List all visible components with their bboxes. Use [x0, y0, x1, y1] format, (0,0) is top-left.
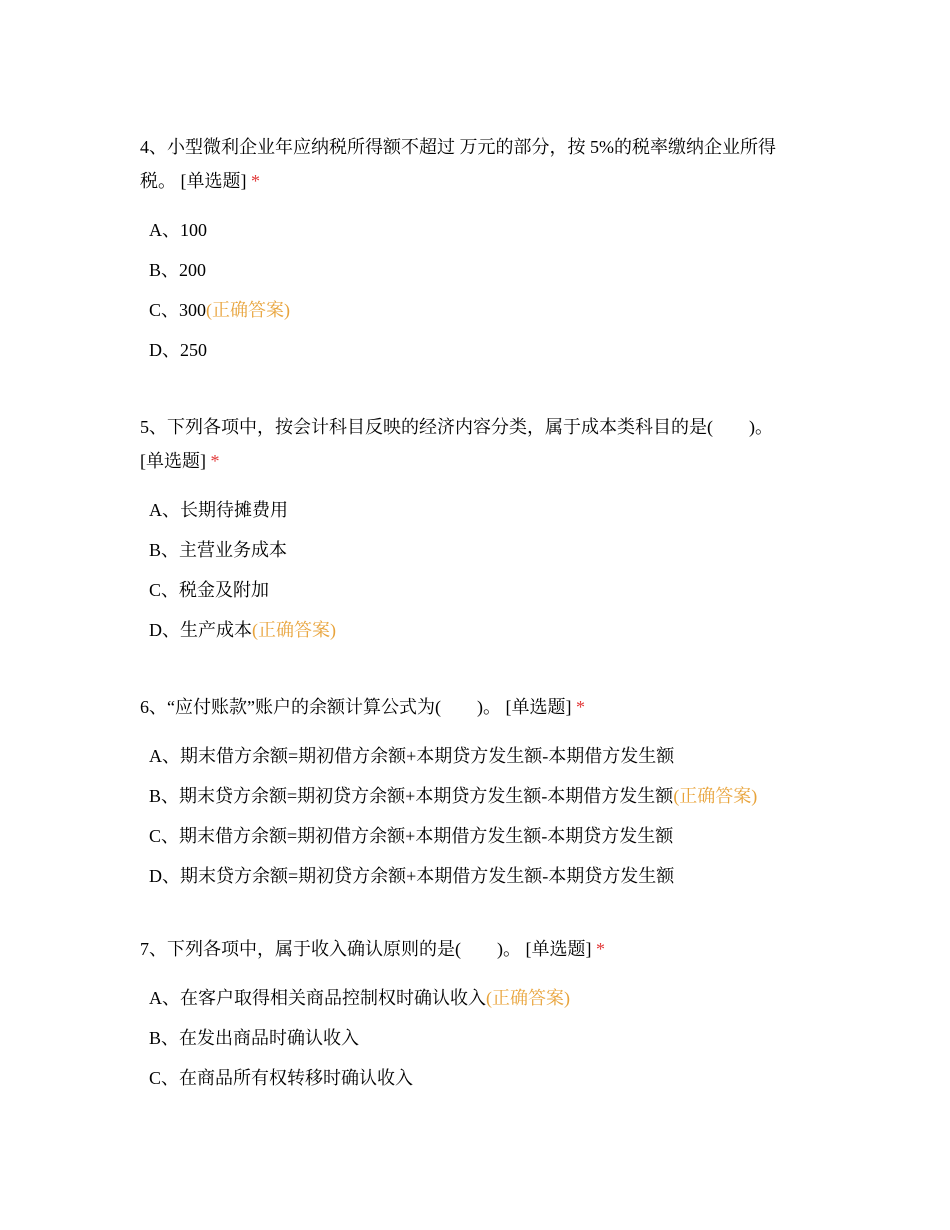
question-number: 6、: [140, 697, 167, 717]
option-c[interactable]: [149, 290, 810, 330]
option-b[interactable]: [149, 250, 810, 290]
option-b[interactable]: [149, 1018, 810, 1058]
option-label: A、: [149, 500, 180, 520]
option-text: 在发出商品时确认收入: [179, 1028, 360, 1048]
question-stem: [140, 410, 810, 478]
question-6: [140, 690, 810, 896]
option-d[interactable]: [149, 610, 810, 650]
question-stem: [140, 130, 810, 198]
option-label: C、: [149, 826, 180, 846]
question-7: [140, 932, 810, 1098]
option-a[interactable]: [149, 210, 810, 250]
option-label: A、: [149, 746, 180, 766]
option-text: 期末贷方余额=期初贷方余额+本期借方发生额-本期贷方发生额: [180, 866, 675, 886]
option-label: C、: [149, 580, 180, 600]
question-text: 下列各项中，属于收入确认原则的是( )。: [167, 939, 521, 959]
question-stem: [140, 690, 810, 724]
option-label: B、: [149, 540, 180, 560]
question-text: 下列各项中，按会计科目反映的经济内容分类，属于成本类科目的是( )。: [167, 417, 773, 437]
question-text: “应付账款”账户的余额计算公式为( )。: [167, 697, 501, 717]
option-label: D、: [149, 620, 180, 640]
option-text: 期末贷方余额=期初贷方余额+本期贷方发生额-本期借方发生额: [179, 786, 674, 806]
option-label: C、: [149, 1068, 180, 1088]
option-b[interactable]: [149, 776, 810, 816]
question-number: 5、: [140, 417, 167, 437]
option-text: 长期待摊费用: [180, 500, 288, 520]
question-type-tag: [单选题]: [180, 171, 247, 191]
option-text: 300: [179, 300, 207, 320]
option-text: 200: [179, 260, 207, 280]
required-mark: *: [210, 451, 220, 471]
option-text: 在客户取得相关商品控制权时确认收入: [180, 988, 486, 1008]
option-text: 税金及附加: [179, 580, 270, 600]
correct-answer-note: (正确答案): [206, 300, 291, 320]
question-stem: [140, 932, 810, 966]
option-text: 生产成本: [180, 620, 252, 640]
option-text: 期末借方余额=期初借方余额+本期贷方发生额-本期借方发生额: [180, 746, 675, 766]
option-label: D、: [149, 866, 180, 886]
option-text: 主营业务成本: [179, 540, 288, 560]
option-text: 期末借方余额=期初借方余额+本期借方发生额-本期贷方发生额: [179, 826, 674, 846]
option-a[interactable]: [149, 736, 810, 776]
question-type-tag: [单选题]: [505, 697, 572, 717]
correct-answer-note: (正确答案): [486, 988, 570, 1008]
question-4: [140, 130, 810, 370]
option-list: [140, 978, 810, 1098]
question-text: 小型微利企业年应纳税所得额不超过 万元的部分，按 5%的税率缴纳企业所得税。: [140, 137, 776, 191]
correct-answer-note: (正确答案): [673, 786, 758, 806]
option-label: B、: [149, 260, 180, 280]
option-c[interactable]: [149, 1058, 810, 1098]
option-label: D、: [149, 340, 180, 360]
option-label: A、: [149, 220, 180, 240]
question-type-tag: [单选题]: [525, 939, 592, 959]
option-label: B、: [149, 786, 180, 806]
question-5: [140, 410, 810, 650]
option-text: 250: [180, 340, 207, 360]
option-c[interactable]: [149, 570, 810, 610]
question-number: 7、: [140, 939, 167, 959]
option-label: B、: [149, 1028, 180, 1048]
option-list: [140, 736, 810, 896]
correct-answer-note: (正确答案): [252, 620, 336, 640]
required-mark: *: [596, 939, 605, 959]
option-a[interactable]: [149, 978, 810, 1018]
option-list: [140, 490, 810, 650]
option-label: A、: [149, 988, 180, 1008]
option-text: 100: [180, 220, 207, 240]
option-text: 在商品所有权转移时确认收入: [179, 1068, 414, 1088]
option-c[interactable]: [149, 816, 810, 856]
question-number: 4、: [140, 137, 167, 157]
option-b[interactable]: [149, 530, 810, 570]
option-list: [140, 210, 810, 370]
option-d[interactable]: [149, 330, 810, 370]
required-mark: *: [575, 697, 585, 717]
option-label: C、: [149, 300, 180, 320]
question-type-tag: [单选题]: [140, 451, 206, 471]
option-a[interactable]: [149, 490, 810, 530]
option-d[interactable]: [149, 856, 810, 896]
required-mark: *: [251, 171, 260, 191]
